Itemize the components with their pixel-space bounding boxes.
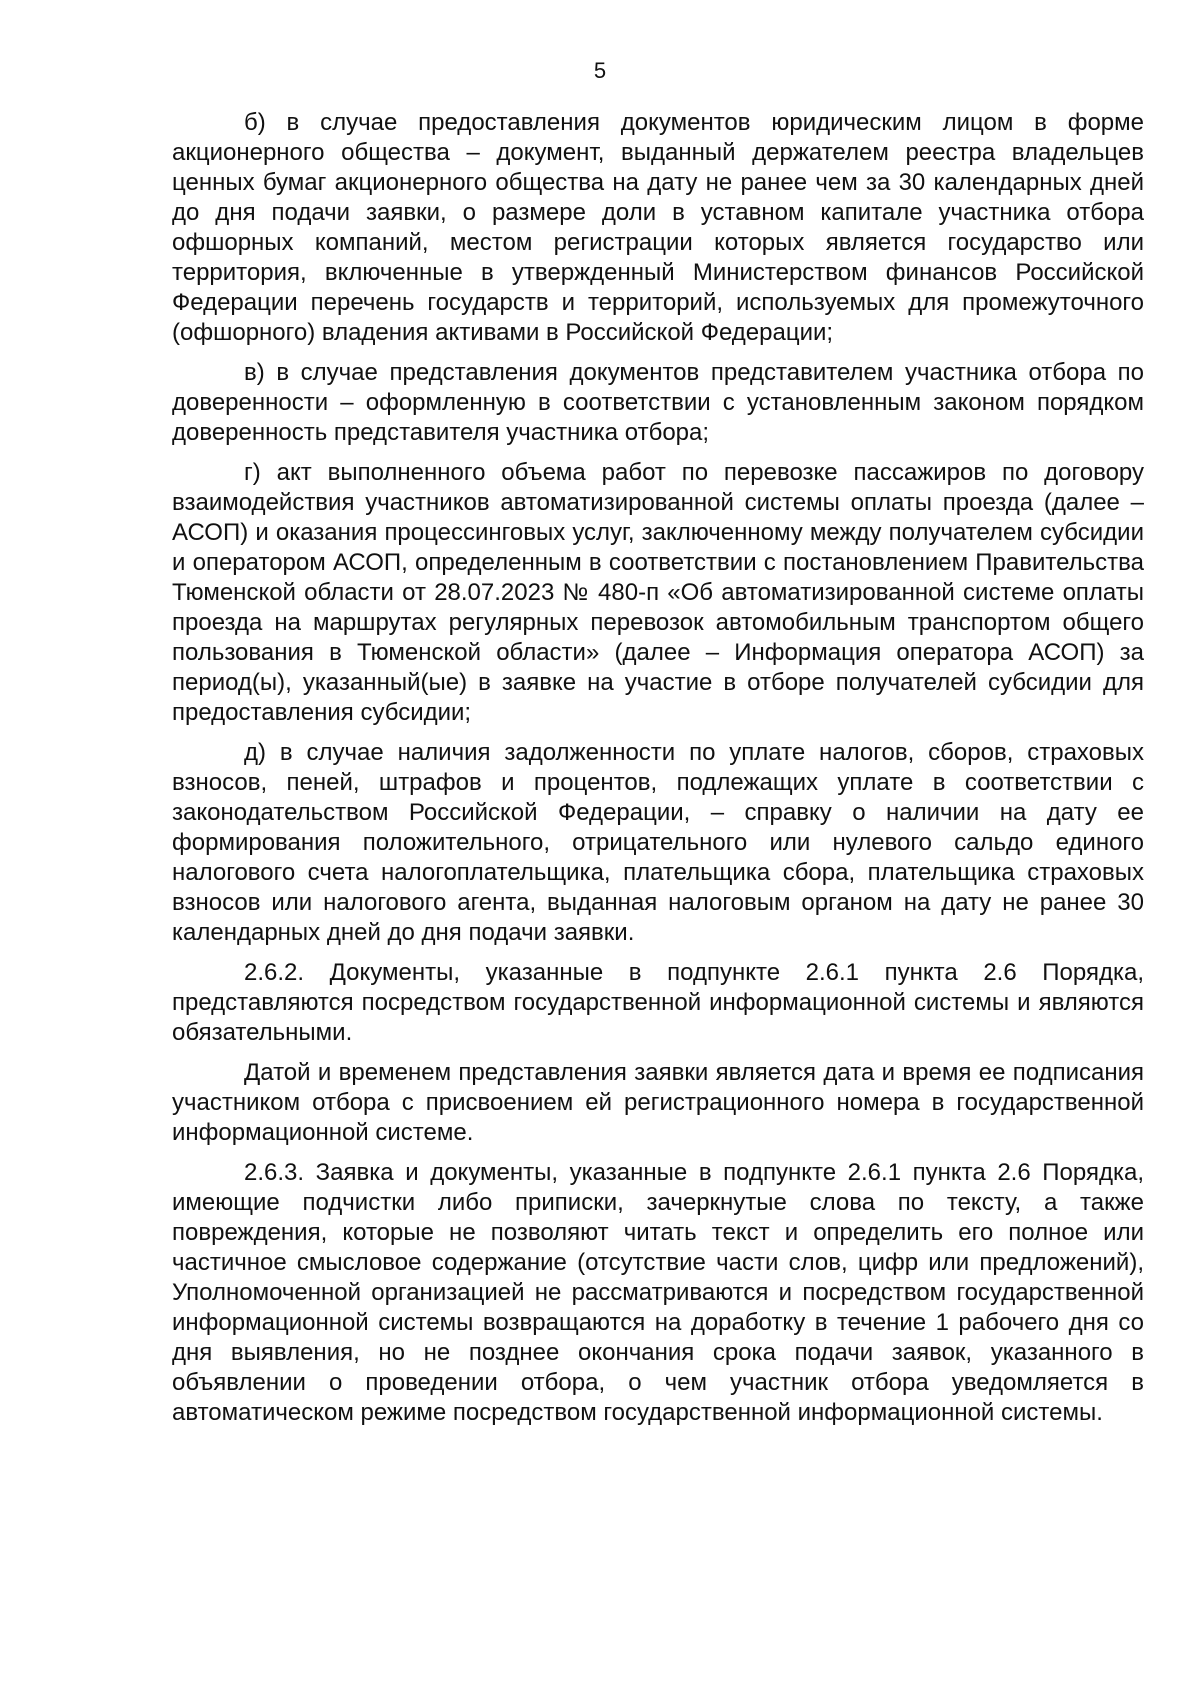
paragraph-d: д) в случае наличия задолженности по уплате налогов, сборов, страховых взносов, пеней, штрафов и процентов, подлежащих уплате в соответствии с законодательством Российской Федерации, – справку о наличии на дату ее формирования положительного, отрицательного или нулевого сальдо единого налогового счета налогоплательщика, плательщика сбора, плательщика страховых взносов или налогового агента, выданная налоговым органом на дату не ранее 30 календарных дней до дня подачи заявки. <box>172 739 1144 946</box>
paragraph-2-6-2: 2.6.2. Документы, указанные в подпункте 2.6.1 пункта 2.6 Порядка, представляются посредством государственной информационной системы и являются обязательными. <box>172 959 1144 1046</box>
paragraph-b: б) в случае предоставления документов юридическим лицом в форме акционерного общества – документ, выданный держателем реестра владельцев ценных бумаг акционерного общества на дату не ранее чем за 30 календарных дней до дня подачи заявки, о размере доли в уставном капитале участника отбора офшорных компаний, местом регистрации которых является государство или территория, включенные в утвержденный Министерством финансов Российской Федерации перечень государств и территорий, используемых для промежуточного (офшорного) владения активами в Российской Федерации; <box>172 109 1144 346</box>
page-number: 5 <box>593 58 607 83</box>
document-body <box>172 108 1144 1438</box>
paragraph-g: г) акт выполненного объема работ по перевозке пассажиров по договору взаимодействия участников автоматизированной системы оплаты проезда (далее – АСОП) и оказания процессинговых услуг, заключенному между получателем субсидии и оператором АСОП, определенным в соответствии с постановлением Правительства Тюменской области от 28.07.2023 № 480-п «Об автоматизированной системе оплаты проезда на маршрутах регулярных перевозок автомобильным транспортом общего пользования в Тюменской области» (далее – Информация оператора АСОП) за период(ы), указанный(ые) в заявке на участие в отборе получателей субсидии для предоставления субсидии; <box>172 459 1144 726</box>
paragraph-submission-date: Датой и временем представления заявки является дата и время ее подписания участником отбора с присвоением ей регистрационного номера в государственной информационной системе. <box>172 1059 1144 1146</box>
paragraph-2-6-3: 2.6.3. Заявка и документы, указанные в подпункте 2.6.1 пункта 2.6 Порядка, имеющие подчистки либо приписки, зачеркнутые слова по тексту, а также повреждения, которые не позволяют читать текст и определить его полное или частичное смысловое содержание (отсутствие части слов, цифр или предложений), Уполномоченной организацией не рассматриваются и посредством государственной информационной системы возвращаются на доработку в течение 1 рабочего дня со дня выявления, но не позднее окончания срока подачи заявок, указанного в объявлении о проведении отбора, о чем участник отбора уведомляется в автоматическом режиме посредством государственной информационной системы. <box>172 1159 1144 1426</box>
paragraph-v: в) в случае представления документов представителем участника отбора по доверенности – оформленную в соответствии с установленным законом порядком доверенность представителя участника отбора; <box>172 359 1144 446</box>
